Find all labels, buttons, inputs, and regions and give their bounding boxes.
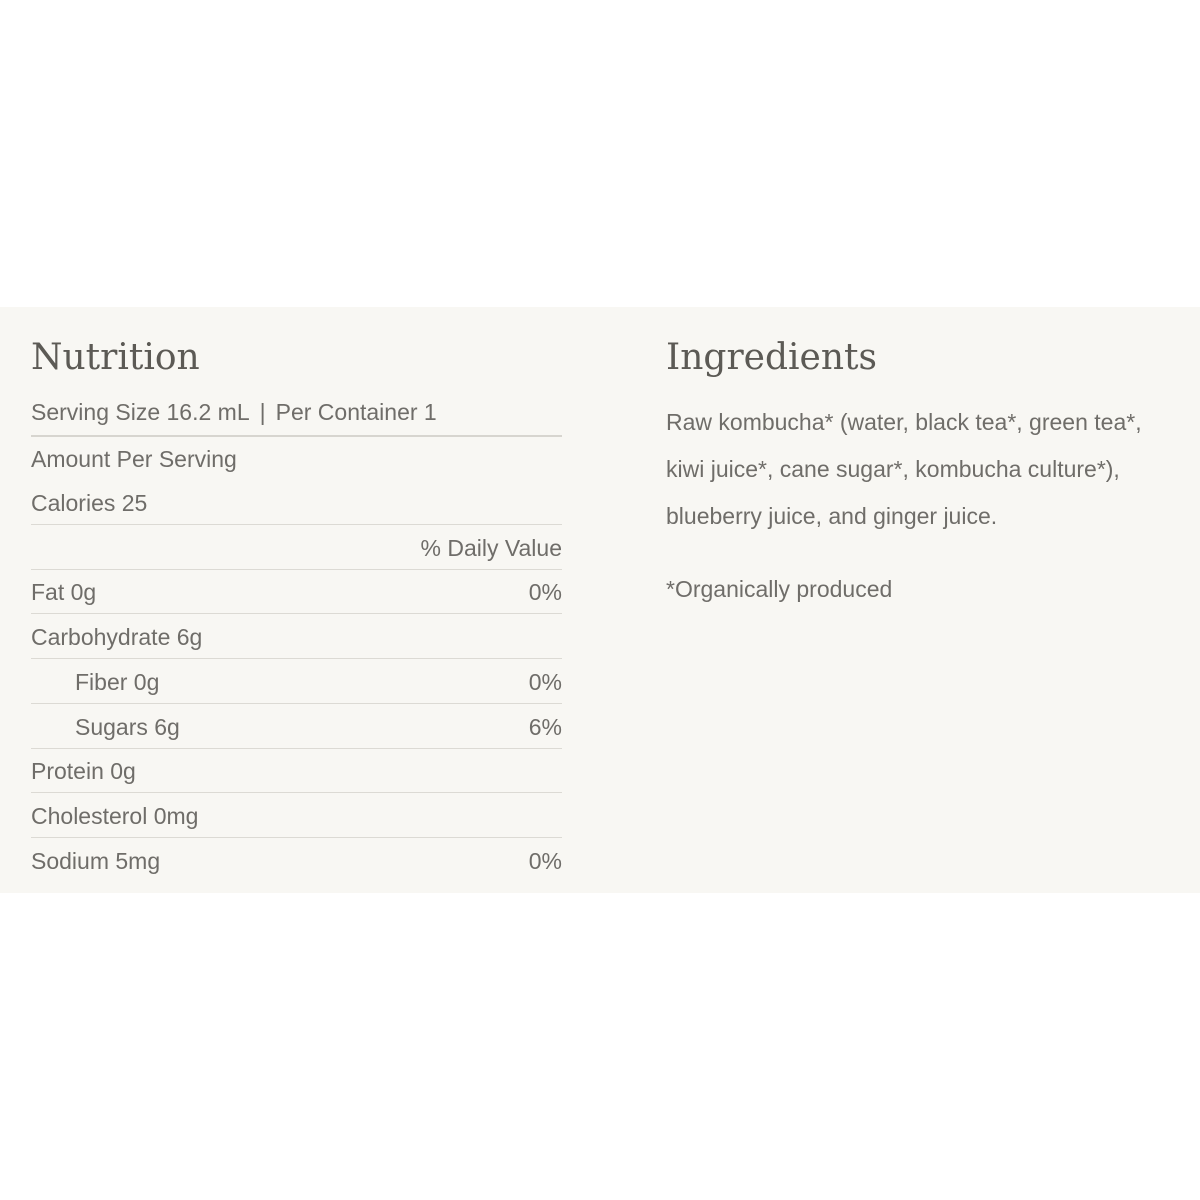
nutrient-row-fiber <box>31 669 562 696</box>
divider <box>31 569 562 570</box>
nutrient-label: Protein 0g <box>31 758 136 784</box>
ingredients-line: Raw kombucha* (water, black tea*, green tea*, <box>666 409 1142 435</box>
divider <box>31 524 562 525</box>
nutrient-daily-value: 0% <box>528 669 562 695</box>
nutrient-label: Sodium 5mg <box>31 848 161 874</box>
serving-size: Serving Size 16.2 mL <box>31 399 250 425</box>
nutrient-row-carbohydrate <box>31 624 562 651</box>
ingredients-line: kiwi juice*, cane sugar*, kombucha culture*), <box>666 456 1120 482</box>
nutrient-row-fat <box>31 579 562 606</box>
nutrient-label: Carbohydrate 6g <box>31 624 203 650</box>
ingredients-line: blueberry juice, and ginger juice. <box>666 503 998 529</box>
nutrient-daily-value: 0% <box>528 579 562 605</box>
nutrient-label: Fiber 0g <box>75 669 160 695</box>
amount-per-serving: Amount Per Serving <box>31 446 237 472</box>
product-info-panel <box>0 307 1200 893</box>
organic-note: *Organically produced <box>666 576 893 602</box>
nutrient-label: Sugars 6g <box>75 714 180 740</box>
divider <box>31 748 562 749</box>
divider <box>31 613 562 614</box>
divider <box>31 792 562 793</box>
daily-value-header: % Daily Value <box>420 535 562 561</box>
nutrient-row-protein <box>31 758 562 785</box>
nutrient-row-cholesterol <box>31 803 562 830</box>
nutrient-label: Cholesterol 0mg <box>31 803 199 829</box>
serving-info <box>31 399 437 426</box>
divider <box>31 658 562 659</box>
divider <box>31 703 562 704</box>
ingredients-list <box>666 399 1200 540</box>
nutrient-label: Fat 0g <box>31 579 97 605</box>
nutrition-heading: Nutrition <box>31 337 200 378</box>
serving-separator: | <box>259 399 266 425</box>
divider <box>31 837 562 838</box>
nutrient-row-sodium <box>31 848 562 875</box>
nutrient-daily-value: 6% <box>528 714 562 740</box>
divider <box>31 435 562 437</box>
ingredients-heading: Ingredients <box>666 337 877 378</box>
nutrient-daily-value: 0% <box>528 848 562 874</box>
nutrient-row-sugars <box>31 714 562 741</box>
per-container: Per Container 1 <box>275 399 437 425</box>
calories: Calories 25 <box>31 490 148 516</box>
